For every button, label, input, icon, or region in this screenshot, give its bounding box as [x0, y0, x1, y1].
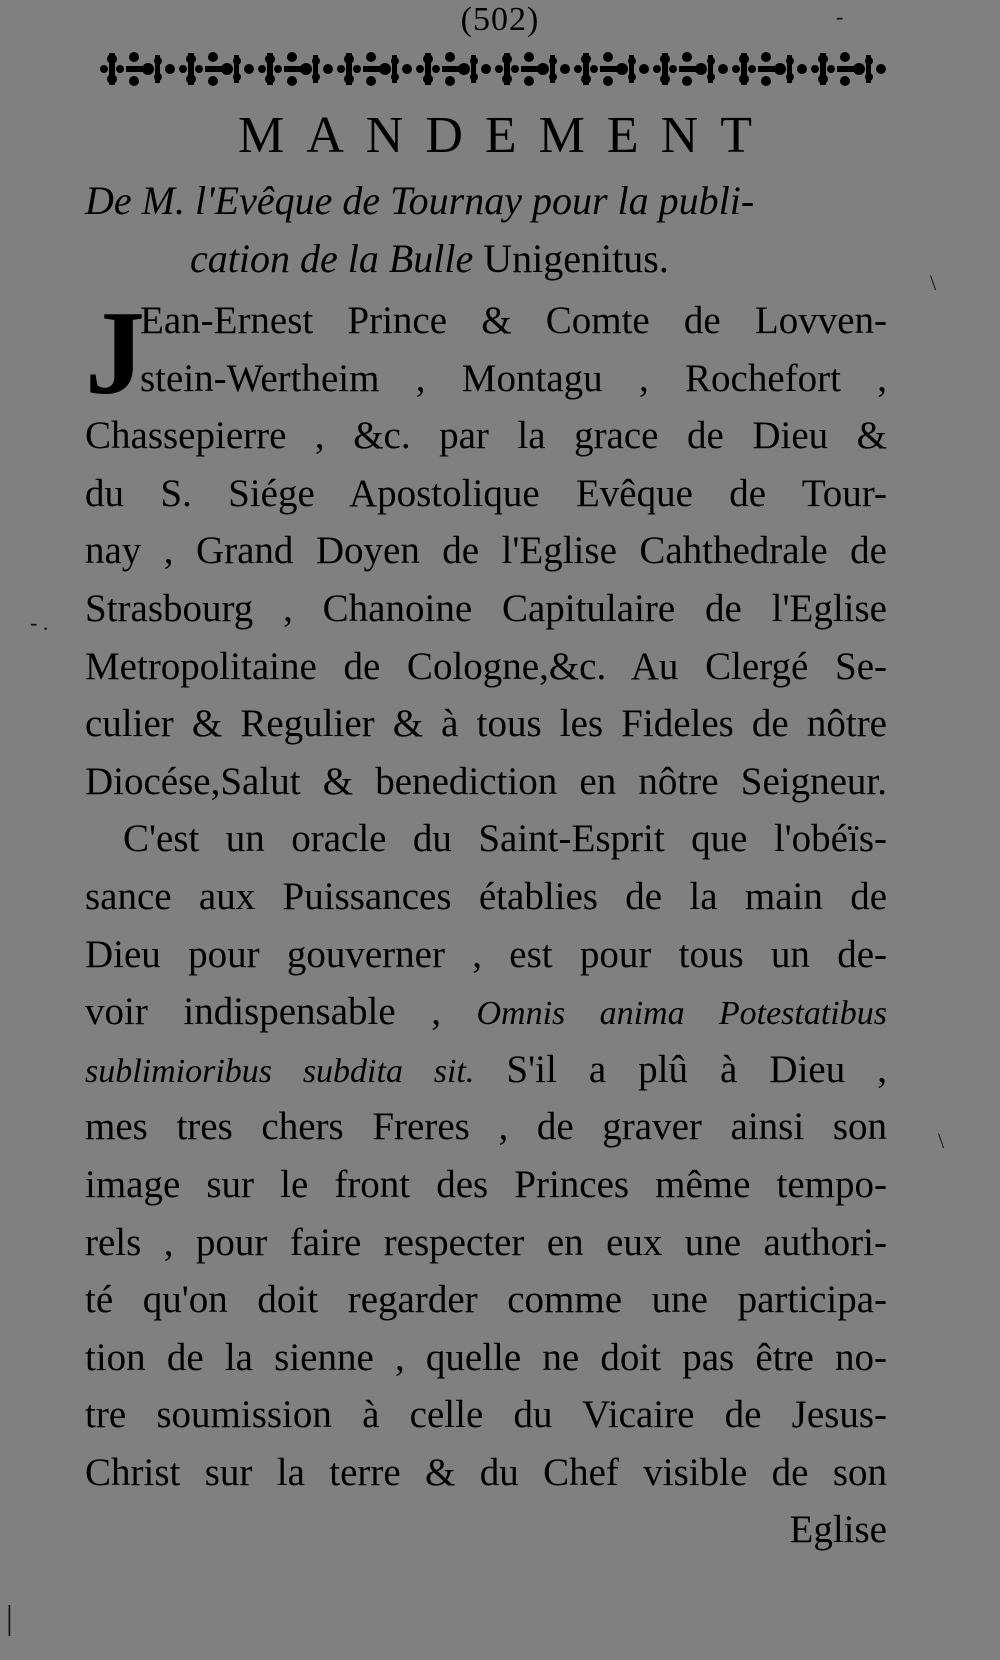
- latin-quote: sublimioribus subdita sit.: [85, 1052, 475, 1090]
- drop-cap: J: [85, 286, 145, 419]
- body-line: Strasbourg , Chanoine Capitulaire de l'Eglise: [85, 586, 887, 630]
- body-line: image sur le front des Princes même tempo-: [85, 1162, 887, 1206]
- document-subtitle: [85, 172, 890, 288]
- body-line-with-latin: [85, 983, 887, 1041]
- body-line: du S. Siége Apostolique Evêque de Tour-: [85, 471, 887, 515]
- stray-mark: |: [6, 1600, 13, 1637]
- stray-mark: -: [836, 4, 844, 29]
- subtitle-line-2: [85, 230, 890, 288]
- body-line: Chassepierre , &c. par la grace de Dieu &: [85, 414, 887, 458]
- page-number: (502): [460, 1, 540, 38]
- body-line: stein-Wertheim , Montagu , Rochefort ,: [140, 356, 887, 400]
- body-line-text: S'il a plû à Dieu ,: [474, 1047, 887, 1091]
- body-line: té qu'on doit regarder comme une participa-: [85, 1278, 887, 1322]
- body-line: C'est un oracle du Saint-Esprit que l'obéïs-: [123, 817, 887, 861]
- body-line: tre soumission à celle du Vicaire de Jesus-: [85, 1393, 887, 1437]
- body-line: tion de la sienne , quelle ne doit pas être no-: [85, 1335, 887, 1379]
- subtitle-line-1: De M. l'Evêque de Tournay pour la publi-: [85, 178, 755, 223]
- body-line: sance aux Puissances établies de la main de: [85, 874, 887, 918]
- stray-mark: \: [930, 270, 937, 295]
- body-line: Metropolitaine de Cologne,&c. Au Clergé Se-: [85, 644, 887, 688]
- document-title: MANDEMENT: [238, 107, 774, 164]
- subtitle-line-2-roman: Unigenitus.: [483, 236, 669, 281]
- body-line: Ean-Ernest Prince & Comte de Lovven-: [140, 299, 887, 342]
- body-line: Dieu pour gouverner , est pour tous un de-: [85, 932, 887, 976]
- body-text: [85, 286, 887, 1559]
- latin-quote: Omnis anima Potestatibus: [476, 995, 887, 1033]
- catchword: Eglise: [789, 1508, 887, 1552]
- body-line: mes tres chers Freres , de graver ainsi son: [85, 1105, 887, 1149]
- body-line-with-latin: [85, 1041, 887, 1099]
- body-line: culier & Regulier & à tous les Fideles de nôtre: [85, 702, 887, 746]
- stray-mark: - .: [30, 610, 49, 635]
- subtitle-line-2-italic: cation de la Bulle: [190, 236, 484, 281]
- body-line: Christ sur la terre & du Chef visible de son: [85, 1450, 887, 1494]
- stray-mark: \: [938, 1128, 945, 1153]
- ornament-band: [100, 44, 890, 94]
- body-line: nay , Grand Doyen de l'Eglise Cahthedrale de: [85, 529, 887, 573]
- body-line: Diocése,Salut & benediction en nôtre Seigneur.: [85, 759, 887, 803]
- body-line: rels , pour faire respecter en eux une authori-: [85, 1220, 887, 1264]
- body-line-text: voir indispensable ,: [85, 990, 477, 1034]
